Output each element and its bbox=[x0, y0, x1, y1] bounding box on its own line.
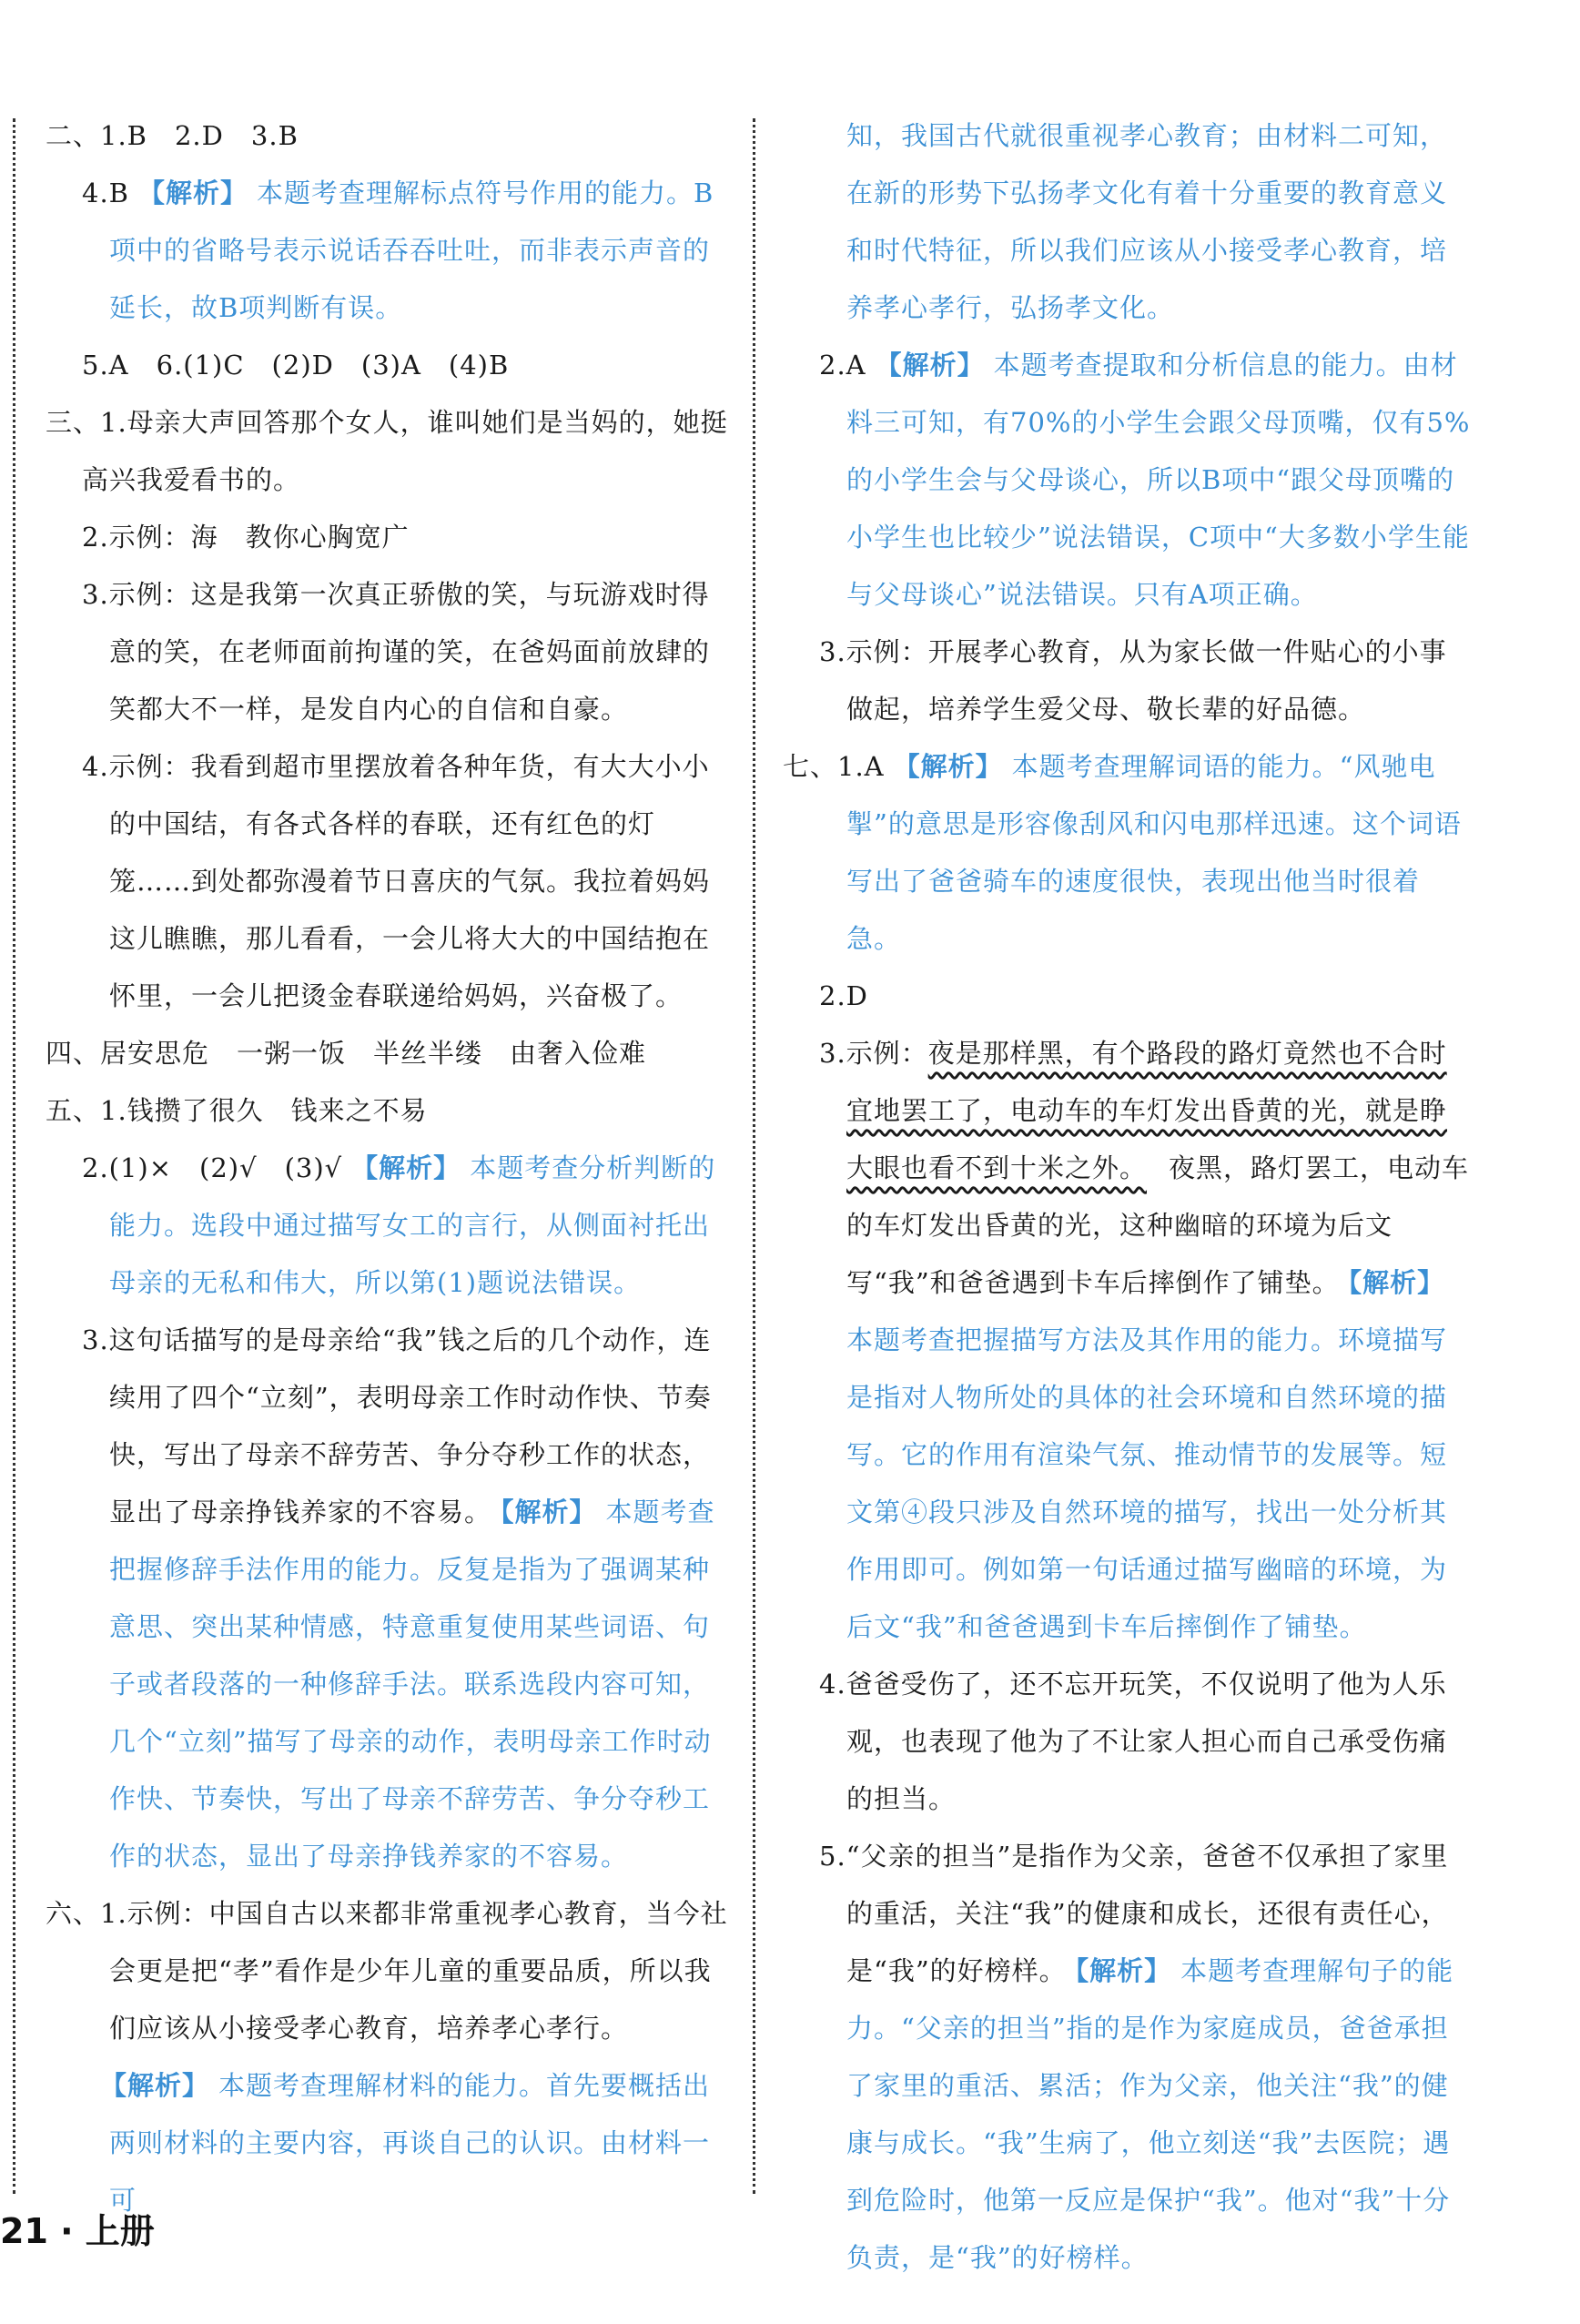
answer-s6-3: 3.示例：开展孝心教育，从为家长做一件贴心的小事做起，培养学生爱父母、敬长辈的好品德。 bbox=[819, 636, 1447, 725]
analysis-tag: 【解析】 bbox=[351, 1152, 461, 1183]
answer-s3-3: 3.示例：这是我第一次真正骄傲的笑，与玩游戏时得意的笑，在老师面前拘谨的笑，在爸妈面前放肆的笑都大不一样，是发自内心的自信和自豪。 bbox=[82, 579, 711, 725]
answer-s7-3 bbox=[783, 1025, 1471, 1656]
analysis-tag: 【解析】 bbox=[1348, 1267, 1445, 1298]
left-margin-dotted-line bbox=[13, 118, 15, 2194]
answer-s6-2 bbox=[783, 337, 1471, 624]
answer-s5-2 bbox=[46, 1140, 733, 1312]
answer-s3-4: 4.示例：我看到超市里摆放着各种年货，有大大小小的中国结，有各式各样的春联，还有红色的灯笼……到处都弥漫着节日喜庆的气氛。我拉着妈妈这儿瞧瞧，那儿看看，一会儿将大大的中国结抱在怀里，一会儿把烫金春联递给妈妈，兴奋极了。 bbox=[82, 751, 711, 1011]
page-footer: 21 · 上册 bbox=[0, 2211, 155, 2251]
analysis-text: 本题考查理解句子的能力。“父亲的担当”指的是作为家庭成员，爸爸承担了家里的重活、累活；作为父亲，他关注“我”的健康与成长。“我”生病了，他立刻送“我”去医院；遇到危险时，他第一反应是保护“我”。他对“我”十分负责，是“我”的好榜样。 bbox=[846, 1955, 1454, 2273]
analysis-tag: 【解析】 bbox=[501, 1497, 597, 1527]
answer-label: 七、1.A bbox=[783, 751, 885, 782]
answer-s7-2: 2.D bbox=[819, 980, 868, 1011]
answer-text: 5.“父亲的担当”是指作为父亲，爸爸不仅承担了家里的重活，关注“我”的健康和成长，还很有责任心，是“我”的好榜样。 bbox=[819, 1841, 1449, 1986]
answer-s7-1 bbox=[783, 738, 1471, 968]
analysis-tag: 【解析】 bbox=[100, 2070, 210, 2101]
analysis-text: 本题考查提取和分析信息的能力。由材料三可知，有70%的小学生会跟父母顶嘴，仅有5%的小学生会与父母谈心，所以B项中“跟父母顶嘴的小学生也比较少”说法错误，C项中“大多数小学生能与父母谈心”说法错误。只有A项正确。 bbox=[846, 350, 1471, 610]
analysis-tag: 【解析】 bbox=[893, 751, 1003, 782]
answer-s7-5 bbox=[783, 1828, 1471, 2287]
column-divider-dotted-line bbox=[753, 118, 755, 2194]
answer-text: 3.这句话描写的是母亲给“我”钱之后的几个动作，连续用了四个“立刻”，表明母亲工作时动作快、节奏快，写出了母亲不辞劳苦、争分夺秒工作的状态，显出了母亲挣钱养家的不容易。 bbox=[82, 1324, 712, 1527]
answer-label: 4.B bbox=[82, 178, 129, 208]
analysis-text: 本题考查分析判断的能力。选段中通过描写女工的言行，从侧面衬托出母亲的无私和伟大，所以第(1)题说法错误。 bbox=[109, 1152, 716, 1298]
analysis-text: 本题考查理解标点符号作用的能力。B项中的省略号表示说话吞吞吐吐，而非表示声音的延长，故B项判断有误。 bbox=[109, 178, 714, 323]
answer-s2-1-3: 二、1.B 2.D 3.B bbox=[46, 120, 299, 151]
answer-s6-1: 六、1.示例：中国自古以来都非常重视孝心教育，当今社会更是把“孝”看作是少年儿童的重要品质，所以我们应该从小接受孝心教育，培养孝心孝行。 bbox=[46, 1898, 728, 2044]
left-column bbox=[46, 107, 733, 2229]
answer-s3-2: 2.示例：海 教你心胸宽广 bbox=[82, 522, 410, 553]
analysis-tag: 【解析】 bbox=[137, 178, 248, 208]
analysis-text: 本题考查把握描写方法及其作用的能力。环境描写是指对人物所处的具体的社会环境和自然环境的描写。它的作用有渲染气氛、推动情节的发展等。短文第④段只涉及自然环境的描写，找出一处分析其作用即可。例如第一句话通过描写幽暗的环境，为后文“我”和爸爸遇到卡车后摔倒作了铺垫。 bbox=[846, 1324, 1448, 1642]
answer-s2-4 bbox=[46, 165, 733, 337]
answer-s6-1-analysis-cont: 知，我国古代就很重视孝心教育；由材料二可知，在新的形势下弘扬孝文化有着十分重要的教育意义和时代特征，所以我们应该从小接受孝心教育，培养孝心孝行，弘扬孝文化。 bbox=[846, 120, 1448, 323]
answer-s3-1: 三、1.母亲大声回答那个女人，谁叫她们是当妈的，她挺高兴我爱看书的。 bbox=[46, 407, 728, 495]
analysis-text: 本题考查理解词语的能力。“风驰电掣”的意思是形容像刮风和闪电那样迅速。这个词语写出了爸爸骑车的速度很快，表现出他当时很着急。 bbox=[846, 751, 1462, 954]
answer-s5-1: 五、1.钱攒了很久 钱来之不易 bbox=[46, 1095, 428, 1126]
right-column bbox=[783, 107, 1471, 2287]
answer-s4: 四、居安思危 一粥一饭 半丝半缕 由奢入俭难 bbox=[46, 1038, 647, 1069]
answer-label: 2.(1)× (2)√ (3)√ bbox=[82, 1152, 343, 1183]
answer-text: 夜黑，路灯罢工，电动车的车灯发出昏黄的光，这种幽暗的环境为后文写“我”和爸爸遇到卡车后摔倒作了铺垫。 bbox=[846, 1152, 1470, 1298]
analysis-text: 本题考查把握修辞手法作用的能力。反复是指为了强调某种意思、突出某种情感，特意重复使用某些词语、句子或者段落的一种修辞手法。联系选段内容可知，几个“立刻”描写了母亲的动作，表明母亲工作时动作快、节奏快，写出了母亲不辞劳苦、争分夺秒工作的状态，显出了母亲挣钱养家的不容易。 bbox=[109, 1497, 715, 1872]
answer-s7-4: 4.爸爸受伤了，还不忘开玩笑，不仅说明了他为人乐观，也表现了他为了不让家人担心而自己承受伤痛的担当。 bbox=[819, 1669, 1448, 1814]
analysis-text: 本题考查理解材料的能力。首先要概括出两则材料的主要内容，再谈自己的认识。由材料一可 bbox=[109, 2070, 711, 2216]
analysis-tag: 【解析】 bbox=[1075, 1955, 1172, 1986]
analysis-tag: 【解析】 bbox=[875, 350, 985, 381]
answer-s2-5-6: 5.A 6.(1)C (2)D (3)A (4)B bbox=[82, 350, 510, 381]
underlined-sentence: 夜是那样黑，有个路段的路灯竟然也不合时宜地罢工了，电动车的车灯发出昏黄的光，就是睁大眼也看不到十米之外。 bbox=[846, 1038, 1448, 1183]
answer-label: 2.A bbox=[819, 350, 866, 381]
answer-label: 3.示例： bbox=[819, 1038, 928, 1069]
answer-s5-3 bbox=[46, 1312, 733, 1885]
